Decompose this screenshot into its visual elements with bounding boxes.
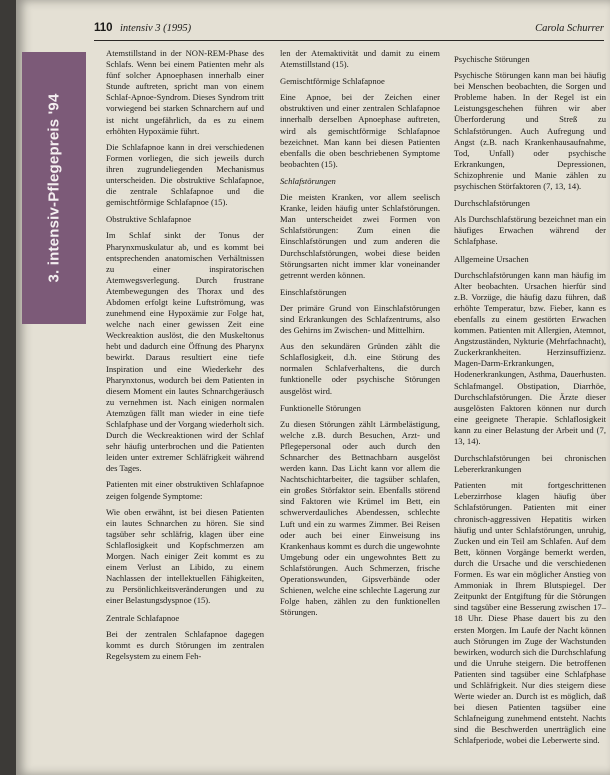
subheading: Zentrale Schlafapnoe	[106, 612, 180, 623]
paragraph: Psychische Störungen kann man bei häufig bei Menschen beobachten, die Sorgen und Probleme haben. In der Regel ist ein Leistungsgeschehen führen wir aber Überforderung und Streß zu Schlafstörungen. Auch Aufregung und Angst (z.B. nach Krankenhausaufnahme, Tod, Unfall) oder psychische Erkrankungen, Depressionen, Schizophrenie und Manie zählen zu psychischen Störfaktoren (7, 13, 14).	[454, 70, 606, 192]
paragraph: Durchschlafstörungen kann man häufig im Alter beobachten. Ursachen hierfür sind z.B. Vorzüge, die häufig dazu führen, daß erhöhte Temperatur, bzw. Fieber, kann es ebenfalls zu einem gestörten Erwachen kommen. Patienten mit Allergien, Atemnot, Angstzuständen, Nykturie (Mehrfachnacht), Zuckerkrankheiten. Herzinsuffizienz. Magen-Darm-Erkrankungen, Hodenerkrankungen, Asthma, Dauerhusten. Schlafmangel. Obstipation, Diarrhöe, Durchschlafstörungen. Die Ärzte dieser ausgelösten Faktoren können nur durch eine geeignete Therapie. Schlaflosigkeit kann zu einer Belastung der Arbeit und (7, 13, 14).	[454, 269, 606, 446]
subheading: Allgemeine Ursachen	[454, 253, 529, 264]
paragraph: Bei der zentralen Schlafapnoe dagegen kommt es durch Störungen im zentralen Regelsystem zu einem Feh-	[106, 628, 264, 661]
author-name: Carola Schurrer	[535, 23, 604, 34]
subheading: Funktionelle Störungen	[280, 402, 361, 413]
subheading: Einschlafstörungen	[280, 286, 347, 297]
section-heading: Schlafstörungen	[280, 175, 336, 186]
page-number: 110	[94, 22, 113, 34]
sidebar-label: 3. intensiv-Pflegepreis '94	[45, 93, 63, 283]
book-page	[16, 0, 610, 775]
paragraph: Die Schlafapnoe kann in drei verschiedenen Formen vorliegen, die sich jeweils durch ihren zugrundeliegenden Mechanismus unterscheiden. Die obstruktive Schlafapnoe, die zentrale Schlafapnoe und die gemischtförmige Schlafapnoe (15).	[106, 141, 264, 208]
paragraph: Patienten mit einer obstruktiven Schlafapnoe zeigen folgende Symptome:	[106, 479, 264, 501]
paragraph: Im Schlaf sinkt der Tonus der Pharynxmuskulatur ab, und es kommt bei entsprechenden anatomischen Verhältnissen zu einer inspiratorischen Atemwegsverlegung. Durch frustrane Atembewegungen des Thorax und des Abdomen erfolgt keine Luftströmung, was zunehmend eine Hypoxämie zur Folge hat, welche nach einer gewissen Zeit eine Weckreaktion auslöst, die den Muskeltonus hebt und dadurch eine Öffnung des Pharynx bewirkt. Daraus resultiert eine tiefe Inspiration und eine Wiederkehr des Pharynxtonus, wodurch bei dem Patienten in diesem Moment ein lautes Schnarchgeräusch zu vernehmen ist. Nach einigen normalen Atemzügen fällt man wieder in eine tiefe Schlafphase und der Vorgang wiederholt sich. Durch die Weckreaktionen wird der Schlaf sehr häufig unterbrochen und die Patienten leiden unter extremer Schläfrigkeit während des Tages.	[106, 230, 264, 474]
paragraph: Eine Apnoe, bei der Zeichen einer obstruktiven und einer zentralen Schlafapnoe innerhalb derselben Apnoephase auftreten, wird als gemischtförmige Schlafapnoe bezeichnet. Man kann bei diesen Patienten ebenfalls die oben beschriebenen Symptome beobachten (15).	[280, 92, 440, 169]
paragraph: Wie oben erwähnt, ist bei diesen Patienten ein lautes Schnarchen zu hören. Sie sind tagsüber sehr schläfrig, klagen über eine Schlaflosigkeit und Kopfschmerzen am Morgen. Nach einiger Zeit kommt es zu einem Verlust an Libido, zu einem Nachlassen der intellektuellen Fähigkeiten, zu Persönlichkeitsveränderungen und zu einer Belastungsdyspnoe (15).	[106, 506, 264, 606]
paragraph: Als Durchschlafstörung bezeichnet man ein häufiges Erwachen während der Schlafphase.	[454, 214, 606, 247]
page-header	[94, 22, 604, 41]
section-sidebar	[22, 52, 86, 324]
paragraph: Der primäre Grund von Einschlafstörungen sind Erkrankungen des Schlafzentrums, also des Gehirns im Zwischen- und Mittelhirn.	[280, 302, 440, 336]
subheading: Durchschlafstörungen	[454, 198, 530, 209]
paragraph: Die meisten Kranken, vor allem seelisch Kranke, leiden häufig unter Schlafstörungen. Man unterscheidet zwei Formen von Schlafstörungen: Zum einen die Einschlafstörungen und zum anderen die Durchschlafstörungen, wobei diese beiden Störungsarten nicht immer klar voneinander getrennt werden können.	[280, 192, 440, 280]
text-column-2	[280, 48, 440, 623]
subheading: Psychische Störungen	[454, 54, 530, 64]
paragraph: Atemstillstand in der NON-REM-Phase des Schlafs. Wenn bei einem Patienten mehr als fünf solcher Apnoephasen innerhalb einer Stunde auftreten, spricht man von einem Schlaf-Apnoe-Syndrom. Dieses Syndrom tritt vorwiegend bei starken Schnarchern auf und ist nicht ungefährlich, da es zu einem erhöhten Hypoxämie führt.	[106, 48, 264, 136]
subheading: Durchschlafstörungen bei chronischen Lebererkrankungen	[454, 453, 606, 475]
journal-title: intensiv 3 (1995)	[120, 23, 192, 34]
text-column-3	[454, 48, 606, 752]
paragraph: Aus den sekundären Gründen zählt die Schlaflosigkeit, d.h. eine Störung des normalen Schlafverhaltens, die durch funktionelle oder psychische Störungen ausgelöst wird.	[280, 341, 440, 396]
subheading: Obstruktive Schlafapnoe	[106, 214, 192, 225]
text-column-1	[106, 48, 264, 667]
subheading: Gemischtförmige Schlafapnoe	[280, 76, 385, 87]
paragraph: len der Atemaktivität und damit zu einem Atemstillstand (15).	[280, 48, 440, 70]
paragraph: Patienten mit fortgeschrittenen Leberzirrhose klagen häufig über Schlafstörungen. Patienten mit einer chronisch-aggressiven Hepatitis wirken häufig und unter Schlafstörungen, unruhig, Zucken und ein Teil am Schlafen. Auf dem Bett, können Vorgänge bemerkt werden, durch die Ursache und die verschiedenen Formen. Es war ein möglicher Anstieg von Ammoniak in Ihrem Blutspiegel. Der Zeitpunkt der Entgiftung für die Störungen sind tagsüber eine Besserung zwischen 17–18 Uhr. Diese Phase dauert bis zu den ersten Morgen. Im Laufe der Nacht können auch Störungen im Zuge der Wachstunden bewirken, wodurch sich die Durchschlafung und die Unruhe steigern. Die betroffenen Patienten sind tagsüber eine Schlafphase und Schläfrigkeit. Nur dies steigern diese Werte wieder an. Durch ist es möglich, daß bei diesen Patienten tagsüber eine Schlafneigung zunehmend entsteht. Nachts sind die Beschwerden unerträglich eine Schlafperiode, wobei die Leberwerte sind.	[454, 480, 607, 746]
paragraph: Zu diesen Störungen zählt Lärmbelästigung, welche z.B. durch Besuchen, Arzt- und Pflegepersonal oder auch durch den Schnarcher des Bettnachbarn ausgelöst werden kann. Das Licht kann vor allem die Nachtschichtarbeiter, die tagsüber schlafen, ein großes Störfaktor sein. Ebenfalls störend sind Faktoren wie Krümel im Bett, ein schwerverdauliches Abendessen, schlechte Luft und ein zu warmes Zimmer. Bei Reisen oder auch bei einer Einweisung ins Krankenhaus kommt es durch die ungewohnte Umgebung oder ein ungewohntes Bett zu Schlafstörungen. Auch Schmerzen, frische Operationswunden, Gipsverbände oder Schienen, welche eine schlechte Lagerung zur Folge haben, zählen zu den funktionellen Störungen.	[280, 418, 440, 618]
